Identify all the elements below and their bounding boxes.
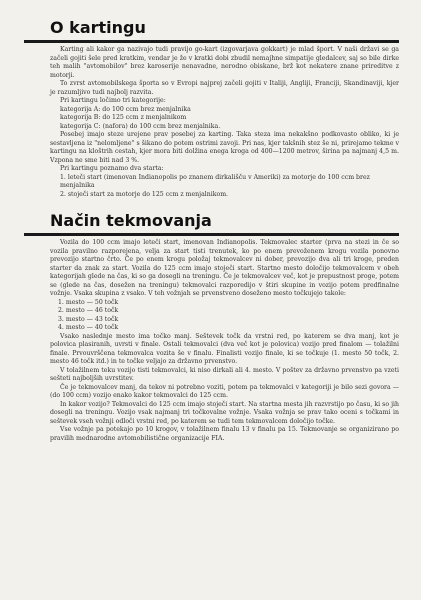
title-underline	[24, 233, 399, 236]
list-item: kategorija C: (nafora) do 100 ccm brez menjalnika.	[60, 122, 221, 130]
paragraph: Če je tekmovalcev manj, da tekov ni potrebno voziti, potem pa tekmovalci v kategoriji je bilo sezi govora — (do 100 ccm) vozijo enako kakor tekmovalci do 125 ccm.	[50, 383, 399, 399]
paragraph: Vsako naslednje mesto ima točko manj. Seštevek točk da vrstni red, po katerem se dva manj, kot je polovica plasiranih, uvrsti v finale. Ostali tekmovalci (dva več kot je polovica) vozijo pred finalom — tolažilni finale. Prvouvrščena tekmovalca vozita še v finalu. Finalisti vozijo finale, ki se točkuje (1. mesto 50 točk, 2. mesto 46 točk itd.) in te točke veljajo za državno prvenstvo.	[50, 332, 399, 365]
list-item: 3. mesto — 43 točk	[58, 315, 119, 323]
list-item: kategorija A: do 100 ccm brez menjalnika	[60, 105, 191, 113]
list-item: kategorija B: do 125 ccm z menjalnikom	[60, 114, 187, 121]
paragraph: Vse vožnje pa potekajo po 10 krogov, v tolažilnem finalu 13 v finalu pa 15. Tekmovanje se organizirano po pravilih mednarodne avtomobilistične organizacije FIA.	[50, 426, 399, 442]
list-item: 2. mesto — 46 točk	[58, 307, 119, 314]
list-item: 4. mesto — 40 točk	[58, 324, 119, 331]
title-underline	[24, 40, 399, 43]
paragraph: In kakor vozijo? Tekmovalci do 125 ccm imajo stoječi start. Na startna mesta jih razvrstijo po času, ki so jih dosegli na treningu. Vozijo vsak najmanj tri točkovalne vožnje. Vsaka vožnja se prav tako oceni s točkami in seštevek vseh vožnji odloči vrstni red, po katerem se tudi tem tekmovalcem določijo točke.	[50, 400, 399, 425]
list-item: 1. leteči start (imenovan Indianopolis po znanem dirkališču v Ameriki) za motorje do 100 ccm brez menjalnika	[60, 173, 370, 189]
list-item: 1. mesto — 50 točk	[58, 298, 119, 306]
section-title-karting: O kartingu	[50, 18, 146, 37]
paragraph: Karting ali kakor ga nazivajo tudi pravijo go-kart (izgovarjava gokkart) je mlad šport. V naši državi se ga začeli gojiti šele pred kratkim, vendar je že v kratki dobi zbudil nemajhne simpatije gledalcev, saj so bile dirke teh malih "avtomobilov" brez karoserije nenavadne, nerodno obiskane, brž kot nekatere znane prireditve z motorji.	[50, 46, 399, 79]
list-item: 2. stoječi start za motorje do 125 ccm z menjalnikom.	[60, 190, 229, 198]
category-list	[50, 106, 399, 132]
start-list	[50, 174, 399, 200]
points-list	[50, 299, 399, 333]
section-title-nacin-tekmovanja: Način tekmovanja	[50, 211, 212, 230]
paragraph: Pri kartingu poznamo dva starta:	[60, 165, 164, 172]
paragraph: Posebej imajo steze urejene prav posebej za karting. Taka steza ima nekakšno podkovasto obliko, ki je sestavljena iz "nelomljene" s šikano do potem ostrimi zavoji. Pri nas, kjer takšnih stez še ni, prirejamo tekme v kartingu na kloštrih cestah, kjer mora biti dolžina enega kroga od 400—1200 metrov, širina pa najmanj 4,5 m. Vzpona ne sme biti nad 3 %.	[50, 131, 399, 164]
paragraph: To zvrst avtomobilskega športa so v Evropi najprej začeli gojiti v Italiji, Angliji, Franciji, Skandinaviji, kjer je razumljivo tudi najbolj razvita.	[50, 80, 399, 96]
paragraph: Vozila do 100 ccm imajo leteči start, imenovan Indianopolis. Tekmovalec starter (prva na stezi in če so vozila pravilno razporejena, velja za start tisti trenutek, ko po enem prevoženem krogu vozila ponovno prevozijo startno črto. Če po enem krogu položaj tekmovalcev ni dober, prevozijo dva ali tri kroge, preden starter da znak za start. Vozila do 125 ccm imajo stoječi start. Startno mesto določijo tekmovalcem v obeh kategorijah glede na čas, ki so ga dosegli na treningu. Če je tekmovalcev več, kot je prepustnost proge, potem se (glede na čas, dosežen na treningu) tekmovalci razporedijo v štiri skupine in vozijo potem predfinalne vožnje. Vsaka skupina z vsako. V teh vožnjah se prvenstveno doseženo mesto točkujejo takole:	[50, 239, 399, 297]
paragraph: Pri kartingu ločimo tri kategorije:	[60, 97, 166, 104]
paragraph: V tolažilnem teku vozijo tisti tekmovalci, ki niso dirkali ali 4. mesto. V poštev za državno prvenstvo pa vzeti sešteti najboljših uvrstitev.	[50, 366, 399, 382]
section-nacin-tekmovanja	[50, 211, 399, 443]
